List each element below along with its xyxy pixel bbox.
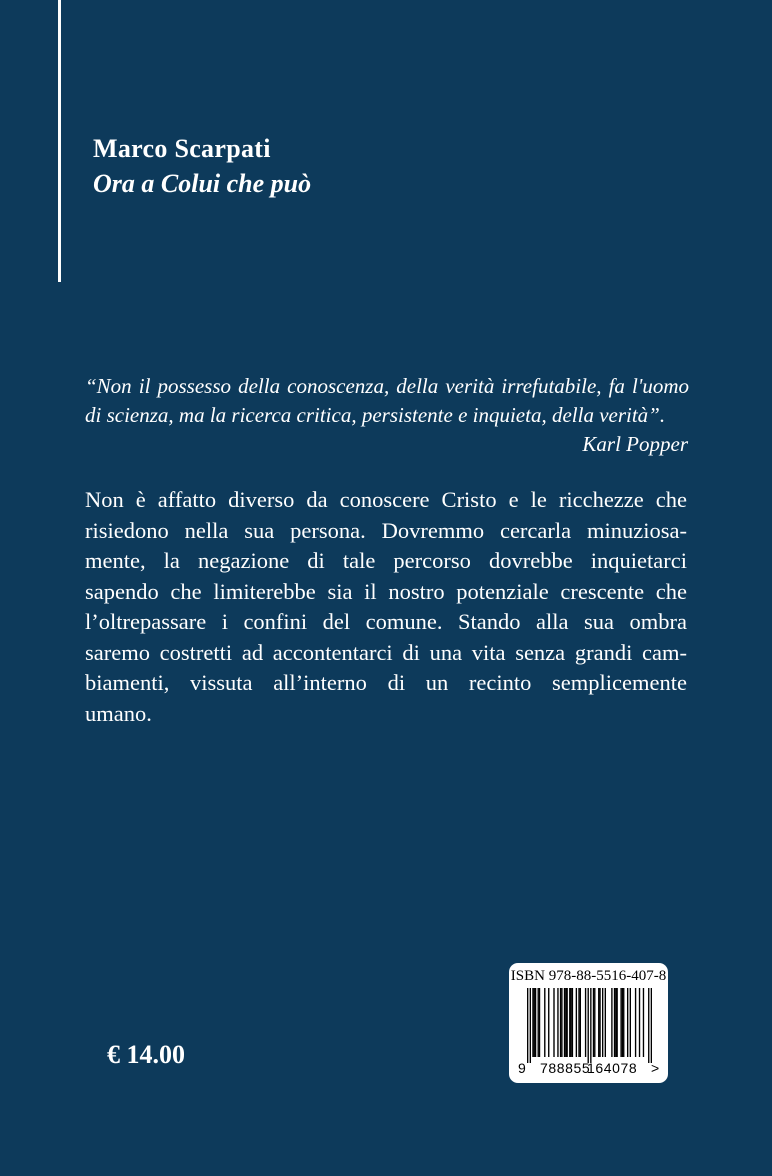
barcode-bar <box>598 988 599 1057</box>
barcode-bar <box>532 988 533 1057</box>
barcode-bar <box>580 988 581 1057</box>
barcode-bar <box>630 988 631 1057</box>
barcode-bar <box>544 988 545 1057</box>
barcode-bar <box>566 988 567 1057</box>
barcode-bar <box>602 988 603 1057</box>
barcode-bars <box>527 988 652 1063</box>
barcode-bar <box>570 988 571 1057</box>
barcode-bar <box>578 988 579 1057</box>
barcode-bar <box>605 988 606 1057</box>
barcode-digits-left: 788855 <box>540 1060 591 1076</box>
barcode-bar <box>565 988 566 1057</box>
blurb-line: risiedono nella sua persona. Dovremmo cercarla minuziosa- <box>85 517 687 543</box>
barcode-bar <box>585 988 586 1057</box>
barcode-bar <box>572 988 573 1057</box>
barcode-guard-bar <box>648 988 649 1063</box>
barcode-bar <box>643 988 644 1057</box>
blurb-line: Non è affatto diverso da conoscere Cristo e le ricchezze che <box>85 487 687 512</box>
barcode-bar <box>593 988 594 1057</box>
barcode-bar <box>599 988 600 1057</box>
barcode-bar <box>594 988 595 1057</box>
barcode-bar <box>614 988 615 1057</box>
author-name: Marco Scarpati <box>93 134 271 163</box>
barcode-bar <box>615 988 616 1057</box>
barcode-bar <box>622 988 623 1057</box>
barcode-bar <box>611 988 612 1057</box>
barcode-guard-bar <box>530 988 531 1063</box>
barcode-quiet-zone-mark: > <box>651 1060 660 1076</box>
barcode-bar <box>539 988 540 1057</box>
barcode-bar <box>569 988 570 1057</box>
spine-divider-line <box>58 0 61 282</box>
barcode-bar <box>616 988 617 1057</box>
barcode-guard-bar <box>527 988 528 1063</box>
barcode-bar <box>576 988 577 1057</box>
blurb-line: biamenti, vissuta all’interno di un recinto semplicemente <box>85 670 687 695</box>
barcode-bar <box>553 988 554 1057</box>
blurb-line: sapendo che limiterebbe sia il nostro potenziale crescente che <box>85 578 687 604</box>
barcode-digits-right: 164078 <box>587 1060 638 1076</box>
isbn-barcode-box <box>509 963 668 1083</box>
barcode-bar <box>623 988 624 1057</box>
blurb-line: l’oltrepassare i confini del comune. Stando alla sua ombra <box>85 609 687 634</box>
blurb-line: umano. <box>85 700 152 726</box>
barcode-bar <box>548 988 549 1057</box>
epigraph-attribution: Karl Popper <box>582 432 688 456</box>
barcode-bar <box>627 988 628 1057</box>
barcode-bar <box>639 988 640 1057</box>
book-title: Ora a Colui che può <box>93 169 312 198</box>
blurb-line: mente, la negazione di tale percorso dovrebbe inquietarci <box>85 548 687 573</box>
blurb-line: saremo costretti ad accontentarci di una vita senza grandi cam- <box>85 639 687 665</box>
barcode-bar <box>564 988 565 1057</box>
barcode-guard-bar <box>590 988 591 1063</box>
isbn-number: ISBN 978-88-5516-407-8 <box>510 968 667 984</box>
epigraph-quote: “Non il possesso della conoscenza, della verità irrefutabile, fa l'uomo di scienza, ma la ricerca critica, persistente e inquieta, della verità”. <box>85 374 689 427</box>
barcode-bar <box>557 988 558 1057</box>
barcode-bar <box>620 988 621 1057</box>
barcode-guard-bar <box>651 988 652 1063</box>
barcode-bar <box>560 988 561 1057</box>
barcode-bar <box>635 988 636 1057</box>
blurb-text <box>85 485 687 729</box>
price-label: € 14.00 <box>107 1040 185 1069</box>
barcode-guard-bar <box>588 988 589 1063</box>
barcode-bar <box>561 988 562 1057</box>
barcode-bar <box>534 988 535 1057</box>
barcode-bar <box>538 988 539 1057</box>
barcode-digit-first: 9 <box>518 1060 526 1076</box>
barcode-bar <box>535 988 536 1057</box>
